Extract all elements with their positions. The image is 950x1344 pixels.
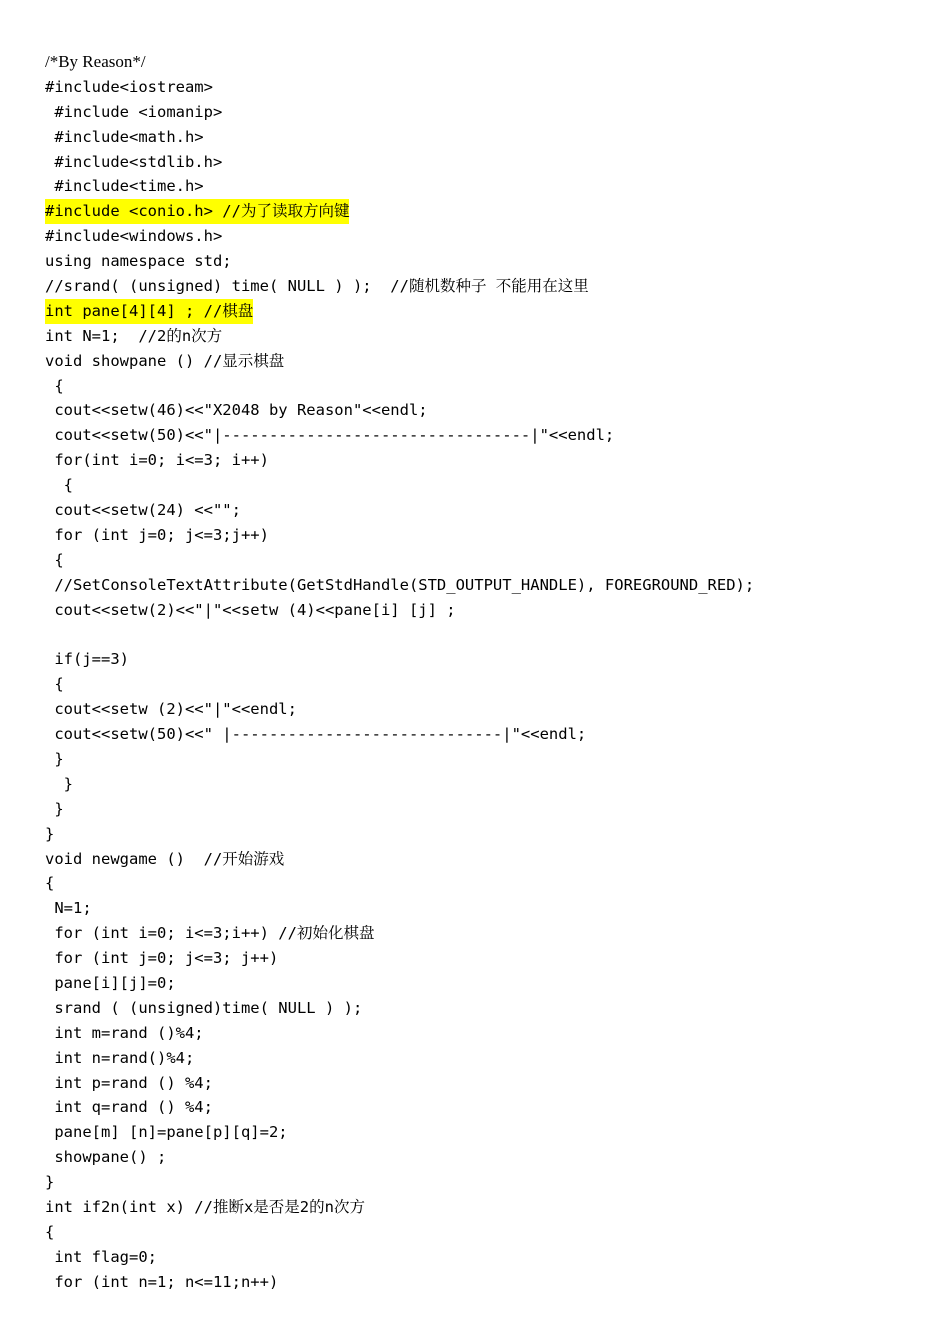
- code-line: [45, 1046, 905, 1071]
- code-line-text: cout<<setw(50)<<" |-----------------------------|"<<endl;: [45, 725, 587, 744]
- code-line: [45, 374, 905, 399]
- code-line-text: {: [45, 874, 55, 893]
- code-line-text: int flag=0;: [45, 1247, 157, 1266]
- code-line-text: }: [45, 1173, 55, 1192]
- code-line: [45, 672, 905, 697]
- code-line: [45, 423, 905, 448]
- code-line: [45, 224, 905, 249]
- code-line-text: {: [45, 550, 64, 569]
- code-line-text: }: [45, 749, 64, 768]
- code-line-text: int pane[4][4] ; //棋盘: [45, 299, 253, 324]
- code-line: [45, 448, 905, 473]
- code-line: [45, 75, 905, 100]
- code-line-text: pane[m] [n]=pane[p][q]=2;: [45, 1123, 288, 1142]
- code-line-highlighted: [45, 199, 905, 224]
- code-line-text: int n=rand()%4;: [45, 1048, 195, 1067]
- code-line: [45, 971, 905, 996]
- code-line-text: for(int i=0; i<=3; i++): [45, 451, 269, 470]
- code-line: [45, 1170, 905, 1195]
- code-line: [45, 598, 905, 623]
- code-line-text: }: [45, 774, 73, 793]
- code-line: [45, 174, 905, 199]
- code-line: [45, 921, 905, 946]
- code-line-text: int N=1; //2的n次方: [45, 326, 223, 345]
- code-line: [45, 523, 905, 548]
- code-line: [45, 797, 905, 822]
- code-line: [45, 1245, 905, 1270]
- code-line: [45, 871, 905, 896]
- code-line-text: #include <iomanip>: [45, 102, 223, 121]
- code-line: [45, 1145, 905, 1170]
- code-line-text: /*By Reason*/: [45, 52, 146, 71]
- code-line: [45, 249, 905, 274]
- code-line: [45, 896, 905, 921]
- code-line-text: for (int j=0; j<=3; j++): [45, 949, 279, 968]
- code-line: [45, 822, 905, 847]
- code-line: [45, 548, 905, 573]
- code-line-text: //srand( (unsigned) time( NULL ) ); //随机数种子 不能用在这里: [45, 277, 589, 296]
- code-line-text: int m=rand ()%4;: [45, 1023, 204, 1042]
- code-line: [45, 498, 905, 523]
- code-line-blank: [45, 622, 905, 647]
- code-line: [45, 996, 905, 1021]
- code-listing: [45, 50, 905, 1295]
- code-line: [45, 274, 905, 299]
- code-line-text: using namespace std;: [45, 252, 232, 271]
- code-line-text: void showpane () //显示棋盘: [45, 351, 285, 370]
- code-line: [45, 697, 905, 722]
- code-line: [45, 349, 905, 374]
- code-line-text: cout<<setw(24) <<"";: [45, 501, 241, 520]
- code-line-text: cout<<setw(46)<<"X2048 by Reason"<<endl;: [45, 401, 428, 420]
- code-line: [45, 50, 905, 75]
- code-line: [45, 324, 905, 349]
- code-line: [45, 946, 905, 971]
- code-line: [45, 1095, 905, 1120]
- code-line-text: {: [45, 476, 73, 495]
- code-line-text: for (int n=1; n<=11;n++): [45, 1272, 279, 1291]
- code-line-text: #include<windows.h>: [45, 227, 223, 246]
- code-line: [45, 125, 905, 150]
- code-line: [45, 1021, 905, 1046]
- code-line-text: #include<time.h>: [45, 177, 204, 196]
- code-line: [45, 573, 905, 598]
- code-line-text: #include <conio.h> //为了读取方向键: [45, 199, 349, 224]
- code-line: [45, 1270, 905, 1295]
- code-line-text: cout<<setw(50)<<"|---------------------------------|"<<endl;: [45, 426, 615, 445]
- code-line-text: pane[i][j]=0;: [45, 973, 176, 992]
- code-line: [45, 1195, 905, 1220]
- code-line: [45, 1120, 905, 1145]
- code-line: [45, 772, 905, 797]
- code-line-text: int p=rand () %4;: [45, 1073, 213, 1092]
- code-line-text: }: [45, 824, 55, 843]
- code-line-text: void newgame () //开始游戏: [45, 849, 285, 868]
- code-line: [45, 100, 905, 125]
- code-line: [45, 150, 905, 175]
- code-line: [45, 647, 905, 672]
- code-line: [45, 722, 905, 747]
- code-line: [45, 1220, 905, 1245]
- code-line-text: //SetConsoleTextAttribute(GetStdHandle(STD_OUTPUT_HANDLE), FOREGROUND_RED);: [45, 575, 755, 594]
- code-line-text: int if2n(int x) //推断x是否是2的n次方: [45, 1197, 365, 1216]
- code-line-text: {: [45, 675, 64, 694]
- code-line: [45, 847, 905, 872]
- code-line-text: for (int j=0; j<=3;j++): [45, 525, 269, 544]
- code-line-highlighted: [45, 299, 905, 324]
- code-line-text: #include<math.h>: [45, 127, 204, 146]
- code-line: [45, 473, 905, 498]
- code-line-text: }: [45, 799, 64, 818]
- code-line-text: cout<<setw(2)<<"|"<<setw (4)<<pane[i] [j] ;: [45, 600, 456, 619]
- code-line: [45, 398, 905, 423]
- code-line-text: int q=rand () %4;: [45, 1098, 213, 1117]
- code-line-text: #include<stdlib.h>: [45, 152, 223, 171]
- code-line: [45, 1071, 905, 1096]
- code-line-text: {: [45, 376, 64, 395]
- code-line-text: N=1;: [45, 899, 92, 918]
- code-line-text: for (int i=0; i<=3;i++) //初始化棋盘: [45, 924, 375, 943]
- code-line-text: showpane() ;: [45, 1148, 167, 1167]
- code-line: [45, 747, 905, 772]
- code-line-text: if(j==3): [45, 650, 129, 669]
- code-line-text: #include<iostream>: [45, 77, 213, 96]
- code-line-text: cout<<setw (2)<<"|"<<endl;: [45, 700, 297, 719]
- code-line-text: srand ( (unsigned)time( NULL ) );: [45, 998, 363, 1017]
- code-line-text: {: [45, 1222, 55, 1241]
